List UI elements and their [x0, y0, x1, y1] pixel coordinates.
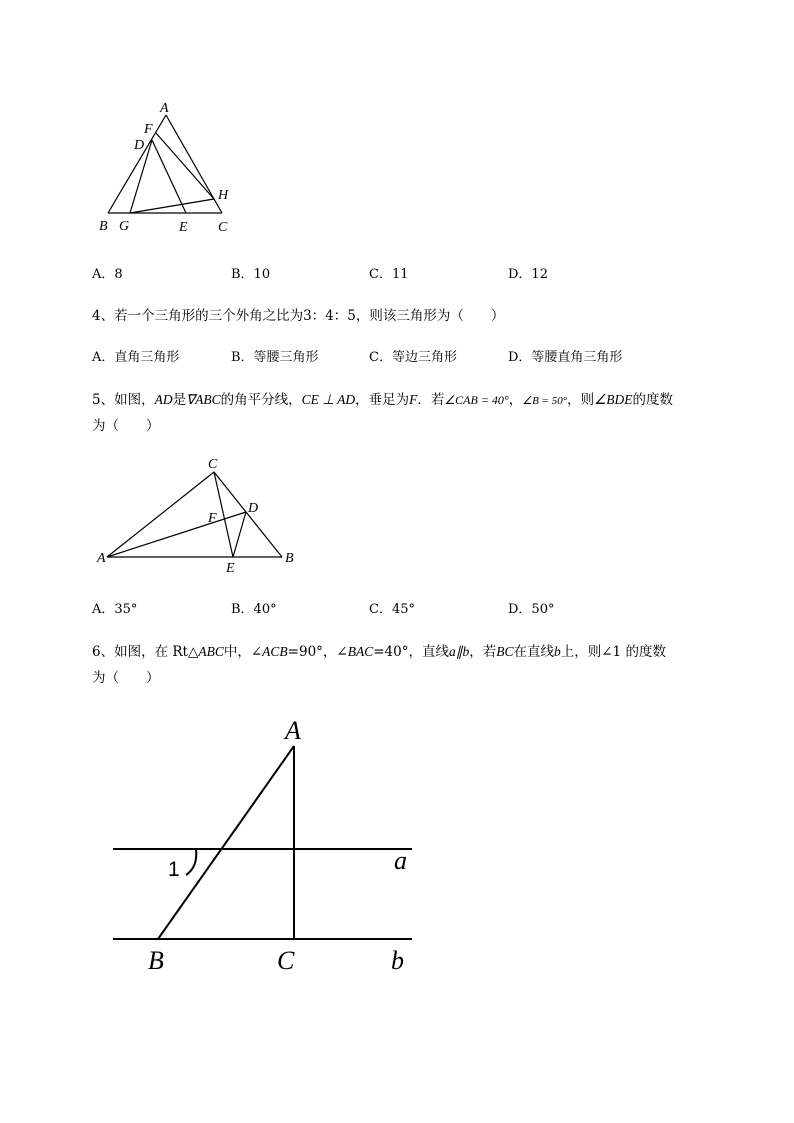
label-h: H — [218, 188, 229, 203]
label-f: F — [144, 122, 153, 137]
q5-question-line1 — [92, 388, 673, 408]
q5-seg6: ， — [508, 392, 523, 408]
label-line-b: b — [391, 946, 404, 975]
q5-seg4: ，垂足为 — [355, 392, 410, 408]
q6-seg3: =90°，∠ — [287, 644, 348, 660]
label-b: B — [148, 946, 164, 975]
label-b: B — [99, 219, 108, 234]
q5-target: ∠BDE — [594, 392, 633, 407]
q6-question-line1 — [92, 640, 666, 660]
figure-parallel-lines — [100, 705, 430, 985]
segment-ab — [158, 746, 294, 939]
q5-seg2: 是 — [172, 392, 187, 408]
label-c: C — [218, 220, 228, 235]
label-d: D — [134, 138, 145, 153]
q5-seg8: 的度数 — [632, 392, 673, 408]
q3-option-a: A．8 — [92, 267, 123, 282]
q4-option-c: C．等边三角形 — [369, 350, 457, 365]
q5-seg3: 的角平分线， — [220, 392, 302, 408]
label-e: E — [179, 220, 188, 235]
q6-b: b — [554, 644, 561, 659]
q5-option-d: D．50° — [508, 602, 555, 617]
segment-ab — [108, 115, 166, 213]
q5-cond1: ∠CAB = 40° — [444, 393, 509, 407]
label-a: A — [285, 716, 301, 745]
segment-ad — [107, 512, 246, 557]
label-c: C — [277, 946, 295, 975]
q4-option-b: B．等腰三角形 — [231, 350, 319, 365]
label-f: F — [208, 511, 217, 526]
figure-triangle-abc-1 — [90, 95, 250, 240]
label-line-a: a — [394, 846, 407, 875]
q5-triangle: ∇ABC — [186, 392, 221, 407]
q5-cond2: ∠B = 50° — [522, 395, 568, 407]
q6-bac: BAC — [347, 644, 374, 659]
q5-ce-perp-ad: CE ⊥ AD — [301, 392, 356, 407]
q6-seg6: 在直线 — [513, 644, 554, 660]
label-d: D — [248, 501, 259, 516]
figure-triangle-abc-2 — [90, 450, 310, 580]
segment-ac — [107, 472, 214, 557]
q5-seg5: ．若 — [417, 392, 445, 408]
label-b: B — [285, 551, 294, 566]
q5-seg7: ，则 — [567, 392, 595, 408]
q6-seg5: ，若 — [469, 644, 497, 660]
segment-de — [233, 512, 246, 557]
label-a: A — [160, 101, 169, 116]
q3-option-b: B．10 — [231, 267, 271, 282]
q4-option-d: D．等腰直角三角形 — [508, 350, 623, 365]
q4-option-a: A．直角三角形 — [92, 350, 180, 365]
label-g: G — [119, 219, 130, 234]
q6-a-parallel-b: a∥b — [448, 644, 470, 659]
q6-seg4: =40°，直线 — [373, 644, 449, 660]
q6-bc: BC — [496, 644, 514, 659]
q5-ad: AD — [154, 392, 173, 407]
segment-de — [152, 140, 186, 213]
q5-seg1: 5、如图， — [92, 392, 155, 408]
label-e: E — [226, 561, 235, 576]
q6-abc: ABC — [198, 644, 224, 659]
q5-option-c: C．45° — [369, 602, 415, 617]
q3-option-d: D．12 — [508, 267, 548, 282]
q6-seg7: 上，则∠1 的度数 — [560, 644, 666, 660]
q6-question-line2: 为（ ） — [92, 670, 160, 686]
q5-option-b: B．40° — [231, 602, 277, 617]
q6-seg2: 中，∠ — [223, 644, 263, 660]
label-a: A — [97, 551, 106, 566]
label-angle-1: 1 — [168, 858, 180, 881]
q5-question-line2: 为（ ） — [92, 418, 160, 434]
segment-gh — [130, 199, 214, 213]
q6-acb: ACB — [262, 644, 288, 659]
q3-option-c: C．11 — [369, 267, 409, 282]
q6-seg1: 6、如图，在 Rt△ — [92, 644, 199, 660]
label-c: C — [208, 457, 218, 472]
q5-option-a: A．35° — [92, 602, 138, 617]
q4-question: 4、若一个三角形的三个外角之比为3：4：5，则该三角形为（ ） — [92, 308, 505, 324]
q5-f: F — [409, 392, 418, 407]
angle-1-arc — [186, 849, 196, 875]
